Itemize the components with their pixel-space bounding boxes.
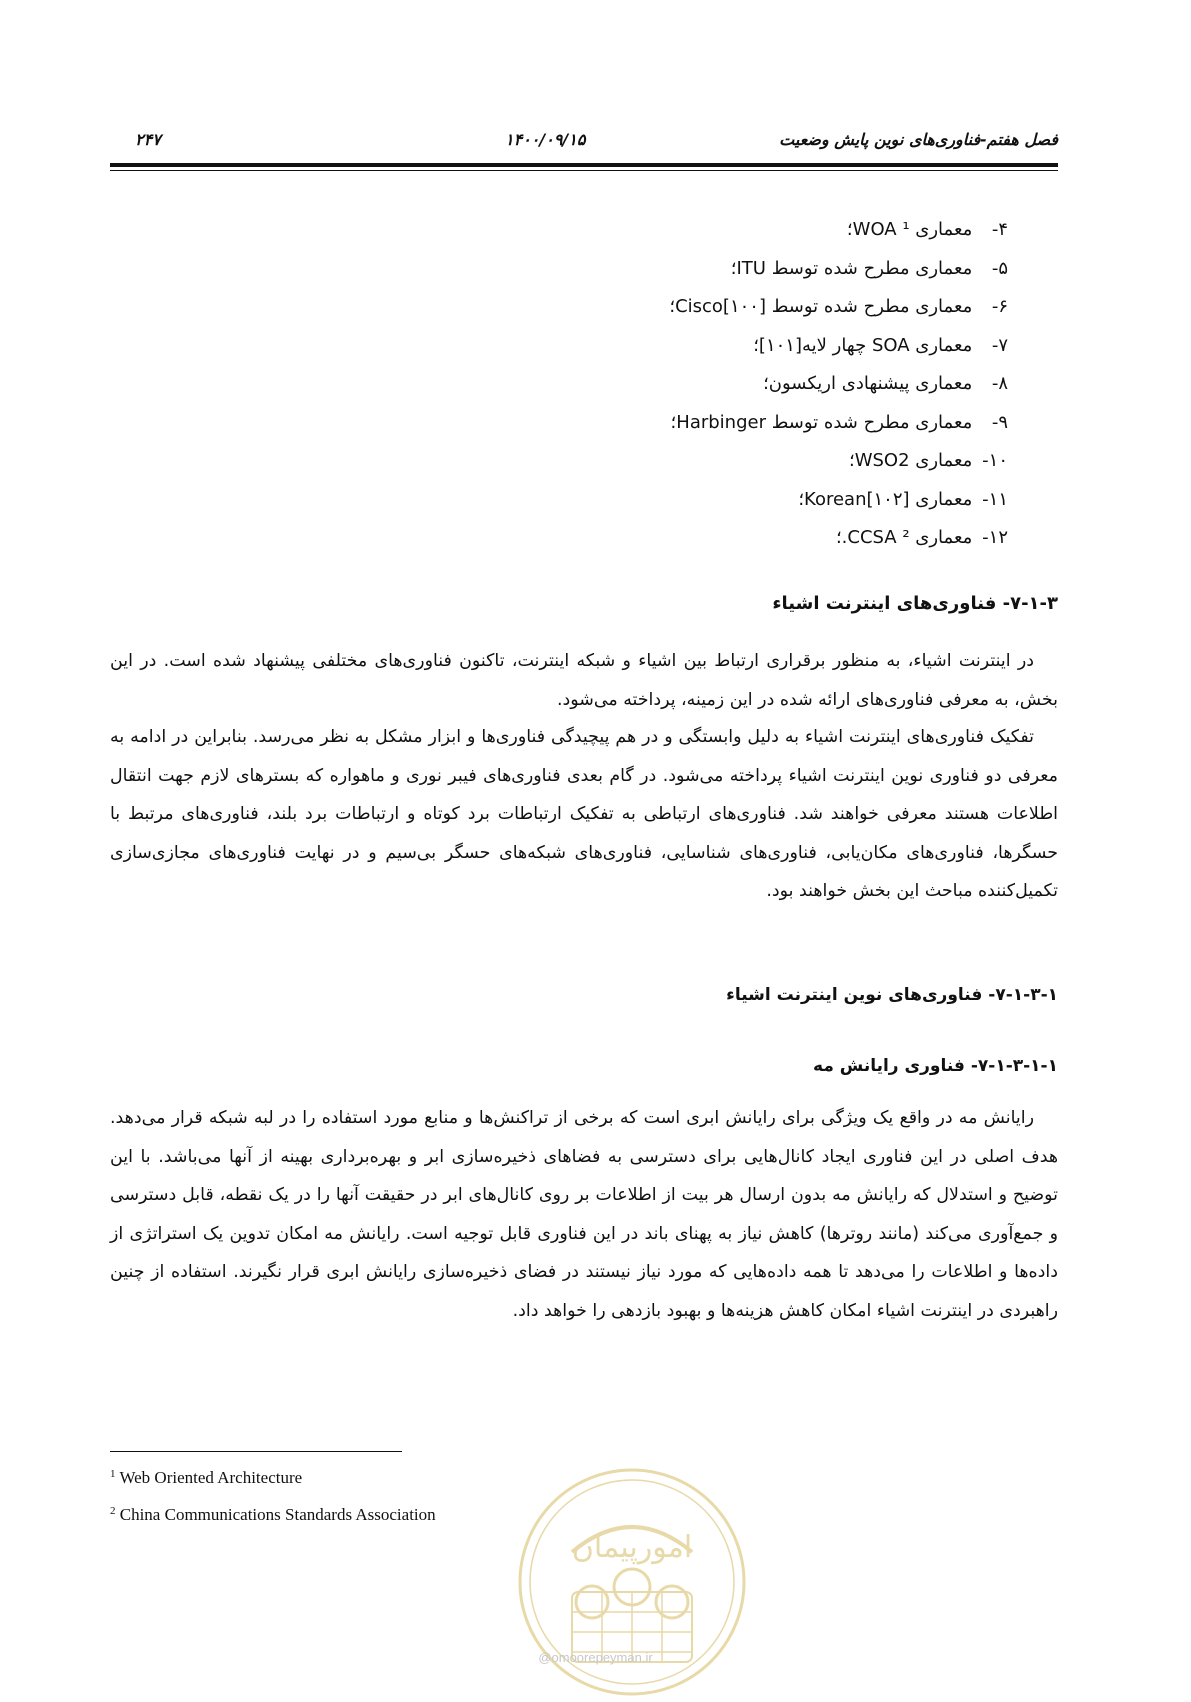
list-item-number: ۱۲- [982, 527, 1008, 548]
paragraph-technologies [110, 718, 1058, 911]
list-item-number: ۱۱- [982, 488, 1008, 510]
footnote [110, 1505, 436, 1525]
header-rule-thick [110, 163, 1058, 167]
list-item-text: معماری WSO2؛ [848, 450, 973, 471]
list-item [520, 449, 1008, 488]
watermark-seal-text: امورپیمان [571, 1530, 693, 1565]
chapter-title: فصل هفتم-فناوری‌های نوین پایش وضعیت [779, 130, 1058, 149]
watermark-site: @omoorepeyman.ir [538, 1650, 653, 1665]
header-date: ۱۴۰۰/۰۹/۱۵ [505, 130, 586, 149]
list-item-text: معماری CCSA ².؛ [835, 527, 973, 548]
footnote-rule [110, 1451, 402, 1452]
list-item-text: معماری مطرح شده توسط ITU؛ [730, 257, 973, 279]
list-item [520, 372, 1008, 411]
list-item [520, 526, 1008, 565]
paragraph-intro [110, 642, 1058, 719]
footnote-text: China Communications Standards Association [119, 1505, 436, 1524]
section-heading: ۷-۱-۳- فناوری‌های اینترنت اشیاء [772, 593, 1058, 614]
architecture-list [520, 218, 1008, 565]
list-item-text: معماری SOA چهار لایه[۱۰۱]؛ [753, 334, 973, 356]
paragraph-text: تفکیک فناوری‌های اینترنت اشیاء به دلیل وابستگی و در هم پیچیدگی فناوری‌ها و ابزار مشکل به نظر می‌رسد. بنابراین در ادامه به معرفی دو فناوری نوین اینترنت اشیاء پرداخته می‌شود. در گام بعدی فناوری‌های فیبر نوری و ماهواره که بسترهای لازم جهت انتقال اطلاعات هستند معرفی خواهند شد. فناوری‌های ارتباطی به تفکیک ارتباطات برد کوتاه و ارتباطات برد بلند، فناوری‌های مرتبط با حسگرها، فناوری‌های مکان‌یابی، فناوری‌های شناسایی، فناوری‌های شبکه‌های حسگر بی‌سیم و در نهایت فناوری‌های مجازی‌سازی تکمیل‌کننده مباحث این بخش خواهند بود. [110, 727, 1058, 902]
paragraph-text: رایانش مه در واقع یک ویژگی برای رایانش ابری است که برخی از تراکنش‌ها و منابع مورد استفاده را در لبه شبکه قرار می‌دهد. هدف اصلی در این فناوری ایجاد کانال‌هایی برای دسترسی به فضاهای ذخیره‌سازی ابر و بهره‌برداری بهینه از آنها می‌باشد. با این توضیح و استدلال که رایانش مه بدون ارسال هر بیت از اطلاعات بر روی کانال‌های ابر در حقیقت آنها را در یک نقطه، قابل دسترسی و جمع‌آوری می‌کند (مانند روترها) کاهش نیاز به پهنای باند در این فناوری قابل توجیه است. رایانش مه امکان تدوین یک استراتژی از داده‌ها و اطلاعات را می‌دهد تا همه داده‌هایی که مورد نیاز نیستند در فضای ذخیره‌سازی رایانش ابری قرار نگیرند. استفاده از چنین راهبردی در اینترنت اشیاء امکان کاهش هزینه‌ها و بهبود بازدهی را خواهد داد. [110, 1108, 1058, 1321]
list-item [520, 411, 1008, 450]
subsection-heading: ۷-۱-۳-۱- فناوری‌های نوین اینترنت اشیاء [726, 985, 1058, 1005]
page-number: ۲۴۷ [135, 130, 161, 149]
watermark-seal-icon [512, 1462, 752, 1702]
list-item-number: ۶- [991, 296, 1008, 317]
list-item-text: معماری Korean[۱۰۲]؛ [798, 488, 973, 510]
paragraph-fog-computing [110, 1099, 1058, 1331]
list-item [520, 257, 1008, 296]
list-item [520, 218, 1008, 257]
footnote-mark: 1 [110, 1468, 116, 1480]
subsubsection-heading: ۷-۱-۳-۱-۱- فناوری رایانش مه [813, 1056, 1058, 1076]
footnote [110, 1468, 302, 1488]
list-item-text: معماری مطرح شده توسط Harbinger؛ [670, 411, 973, 433]
list-item [520, 488, 1008, 527]
list-item-text: معماری پیشنهادی اریکسون؛ [763, 373, 973, 394]
list-item-text: معماری WOA ¹؛ [846, 219, 973, 240]
list-item [520, 295, 1008, 334]
list-item [520, 334, 1008, 373]
list-item-number: ۴- [991, 219, 1008, 240]
paragraph-text: در اینترنت اشیاء، به منظور برقراری ارتباط بین اشیاء و شبکه اینترنت، تاکنون فناوری‌های مختلفی پیشنهاد شده است. در این بخش، به معرفی فناوری‌های ارائه شده در این زمینه، پرداخته می‌شود. [110, 651, 1058, 710]
list-item-number: ۹- [991, 411, 1008, 433]
footnote-mark: 2 [110, 1505, 116, 1517]
list-item-number: ۷- [991, 334, 1008, 356]
list-item-number: ۸- [991, 373, 1008, 394]
list-item-number: ۵- [991, 257, 1008, 279]
list-item-text: معماری مطرح شده توسط Cisco[۱۰۰]؛ [669, 296, 973, 317]
list-item-number: ۱۰- [982, 450, 1008, 471]
footnote-text: Web Oriented Architecture [119, 1468, 303, 1487]
header-rule-thin [110, 170, 1058, 171]
